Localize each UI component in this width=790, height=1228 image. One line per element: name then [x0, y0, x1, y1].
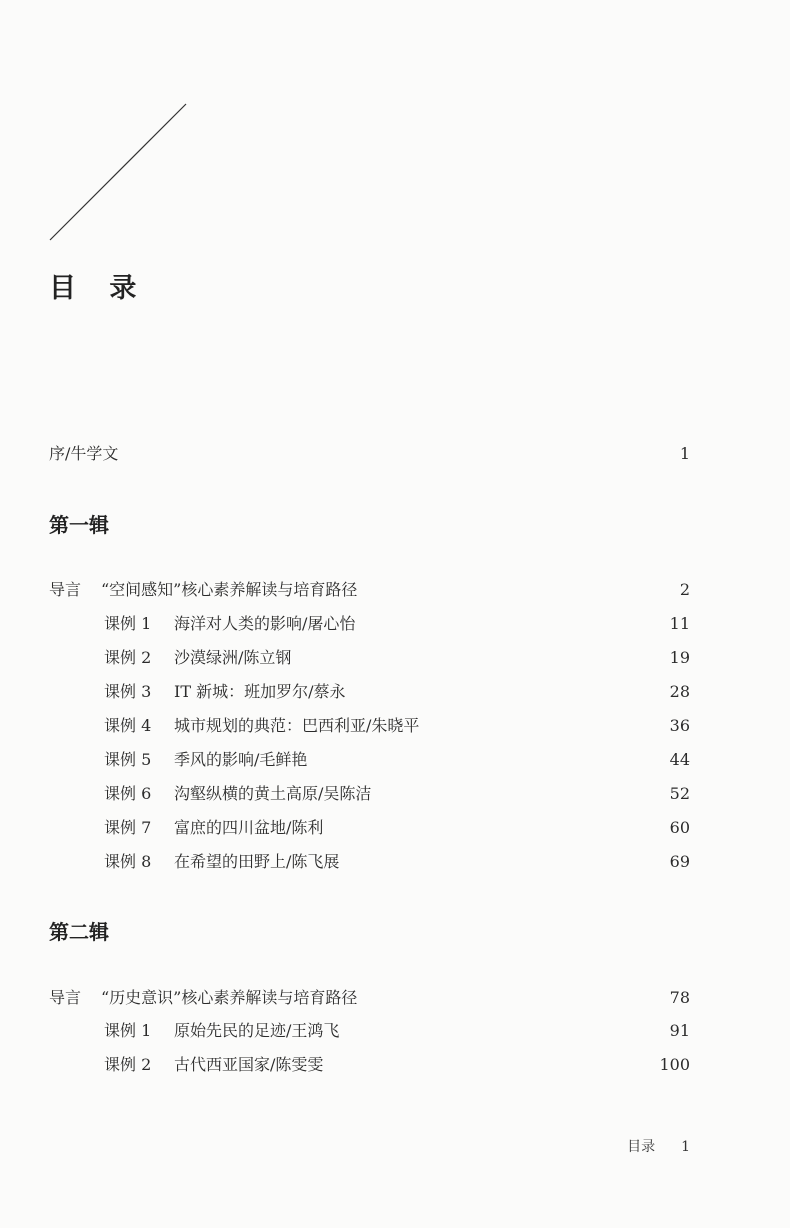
toc-entry-preface[interactable]: [49, 440, 690, 468]
toc-entry-text: 在希望的田野上/陈飞展: [174, 852, 340, 871]
lesson-tag: 课例 1: [104, 614, 152, 633]
toc-entry-text: 沙漠绿洲/陈立钢: [174, 648, 292, 667]
toc-entry-page: 60: [669, 818, 690, 837]
toc-entry-page: 44: [669, 750, 690, 769]
lesson-tag: 课例 3: [104, 682, 152, 701]
toc-entry-lesson[interactable]: [49, 780, 690, 808]
page-footer: [627, 1136, 690, 1156]
toc-entry-page: 36: [669, 716, 690, 735]
toc-entry-page: 28: [669, 682, 690, 701]
toc-entry-page: 2: [679, 580, 690, 599]
decorative-diagonal-line: [0, 0, 790, 260]
intro-tag: 导言: [49, 988, 82, 1007]
toc-entry-text: “历史意识”核心素养解读与培育路径: [101, 988, 358, 1007]
toc-entry-text: 城市规划的典范：巴西利亚/朱晓平: [174, 716, 420, 735]
toc-entry-page: 69: [669, 852, 690, 871]
toc-entry-lesson[interactable]: [49, 610, 690, 638]
lesson-tag: 课例 8: [104, 852, 152, 871]
toc-entry-lesson[interactable]: [49, 678, 690, 706]
toc-entry-text: 古代西亚国家/陈雯雯: [174, 1055, 324, 1074]
lesson-tag: 课例 1: [104, 1021, 152, 1040]
toc-entry-page: 52: [669, 784, 690, 803]
toc-entry-lesson[interactable]: [49, 712, 690, 740]
toc-entry-text: 原始先民的足迹/王鸿飞: [174, 1021, 340, 1040]
toc-entry-text: 序/牛学文: [49, 444, 119, 463]
footer-page-number: 1: [681, 1139, 690, 1155]
toc-entry-lesson[interactable]: [49, 644, 690, 672]
lesson-tag: 课例 2: [104, 1055, 152, 1074]
toc-entry-lesson[interactable]: [49, 814, 690, 842]
toc-entry-text: 季风的影响/毛鲜艳: [174, 750, 308, 769]
lesson-tag: 课例 2: [104, 648, 152, 667]
page-title: 目 录: [49, 273, 149, 304]
toc-entry-text: “空间感知”核心素养解读与培育路径: [101, 580, 358, 599]
toc-entry-page: 100: [659, 1055, 690, 1074]
toc-entry-page: 78: [669, 988, 690, 1007]
toc-entry-page: 19: [669, 648, 690, 667]
toc-entry-text: 富庶的四川盆地/陈利: [174, 818, 324, 837]
lesson-tag: 课例 7: [104, 818, 152, 837]
lesson-tag: 课例 6: [104, 784, 152, 803]
toc-entry-lesson[interactable]: [49, 1017, 690, 1045]
lesson-tag: 课例 4: [104, 716, 152, 735]
toc-entry-intro[interactable]: [49, 984, 690, 1012]
toc-entry-lesson[interactable]: [49, 1051, 690, 1079]
toc-entry-page: 11: [669, 614, 690, 633]
toc-entry-text: 海洋对人类的影响/屠心怡: [174, 614, 356, 633]
toc-entry-text: IT 新城：班加罗尔/蔡永: [174, 682, 346, 701]
toc-entry-page: 1: [679, 444, 690, 463]
toc-entry-lesson[interactable]: [49, 746, 690, 774]
intro-tag: 导言: [49, 580, 82, 599]
toc-entry-page: 91: [669, 1021, 690, 1040]
lesson-tag: 课例 5: [104, 750, 152, 769]
toc-entry-text: 沟壑纵横的黄土高原/吴陈洁: [174, 784, 372, 803]
part-heading: 第一辑: [49, 513, 109, 537]
part-heading: 第二辑: [49, 920, 109, 944]
toc-entry-lesson[interactable]: [49, 848, 690, 876]
footer-label: 目录: [627, 1139, 656, 1155]
toc-entry-intro[interactable]: [49, 576, 690, 604]
